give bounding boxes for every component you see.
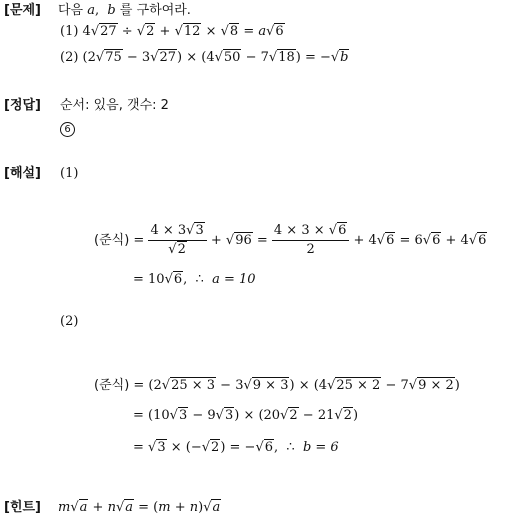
problem-item-2: (2) (2√75 − 3√27) × (4√50 − 7√18) = −√b [60,50,349,65]
hint-label: [힌트] [4,500,41,515]
given-label-1: (준식) [94,233,130,248]
problem-intro-prefix: 다음 [58,3,88,18]
solution-label: [해설] [4,166,41,181]
answer-choice [60,121,75,137]
problem-item-1: (1) 4√27 ÷ √2 + √12 × √8 = a√6 [60,24,284,39]
hint-formula: m√a + n√a = (m + n)√a [58,500,221,515]
answer-label: [정답] [4,98,41,113]
solution-part-2-line-1: (준식) = (2√25 × 3 − 3√9 × 3) × (4√25 × 2 − 7√9 × 2) [94,378,460,393]
problem-intro-suffix: 를 구하여라. [115,3,191,18]
solution-part-1-number: (1) [60,166,79,181]
answer-choice-circle: 6 [60,122,75,137]
solution-part-1-line-1: (준식) = $\frac{4 \times 3√3}{√2}$ + √96 = $\frac{4 \times 3 \times √6}{2}$ + 4√6 = 6√6 + 4√6 [94,223,487,257]
problem-intro: 다음 a, b 를 구하여라. [58,3,191,18]
solution-part-2-line-3: = √3 × (−√2) = −√6, ∴ b = 6 [133,440,339,455]
solution-part-2-line-2: = (10√3 − 9√3) × (20√2 − 21√2) [133,408,359,423]
fraction-1: $\frac{4 \times 3√3}{√2}$ [148,222,206,259]
answer-text: 순서: 있음, 갯수: 2 [60,98,169,113]
solution-part-2-number: (2) [60,314,79,329]
problem-item-1-number: (1) [60,24,79,39]
problem-item-2-number: (2) [60,50,79,65]
problem-label: [문제] [4,3,41,18]
result-a: a = 10 [212,272,256,287]
fraction-2: $\frac{4 \times 3 \times √6}{2}$ [272,222,349,259]
solution-part-1-line-2: = 10√6, ∴ a = 10 [133,272,256,287]
given-label-2: (준식) [94,378,130,393]
result-b: b = 6 [302,440,339,455]
